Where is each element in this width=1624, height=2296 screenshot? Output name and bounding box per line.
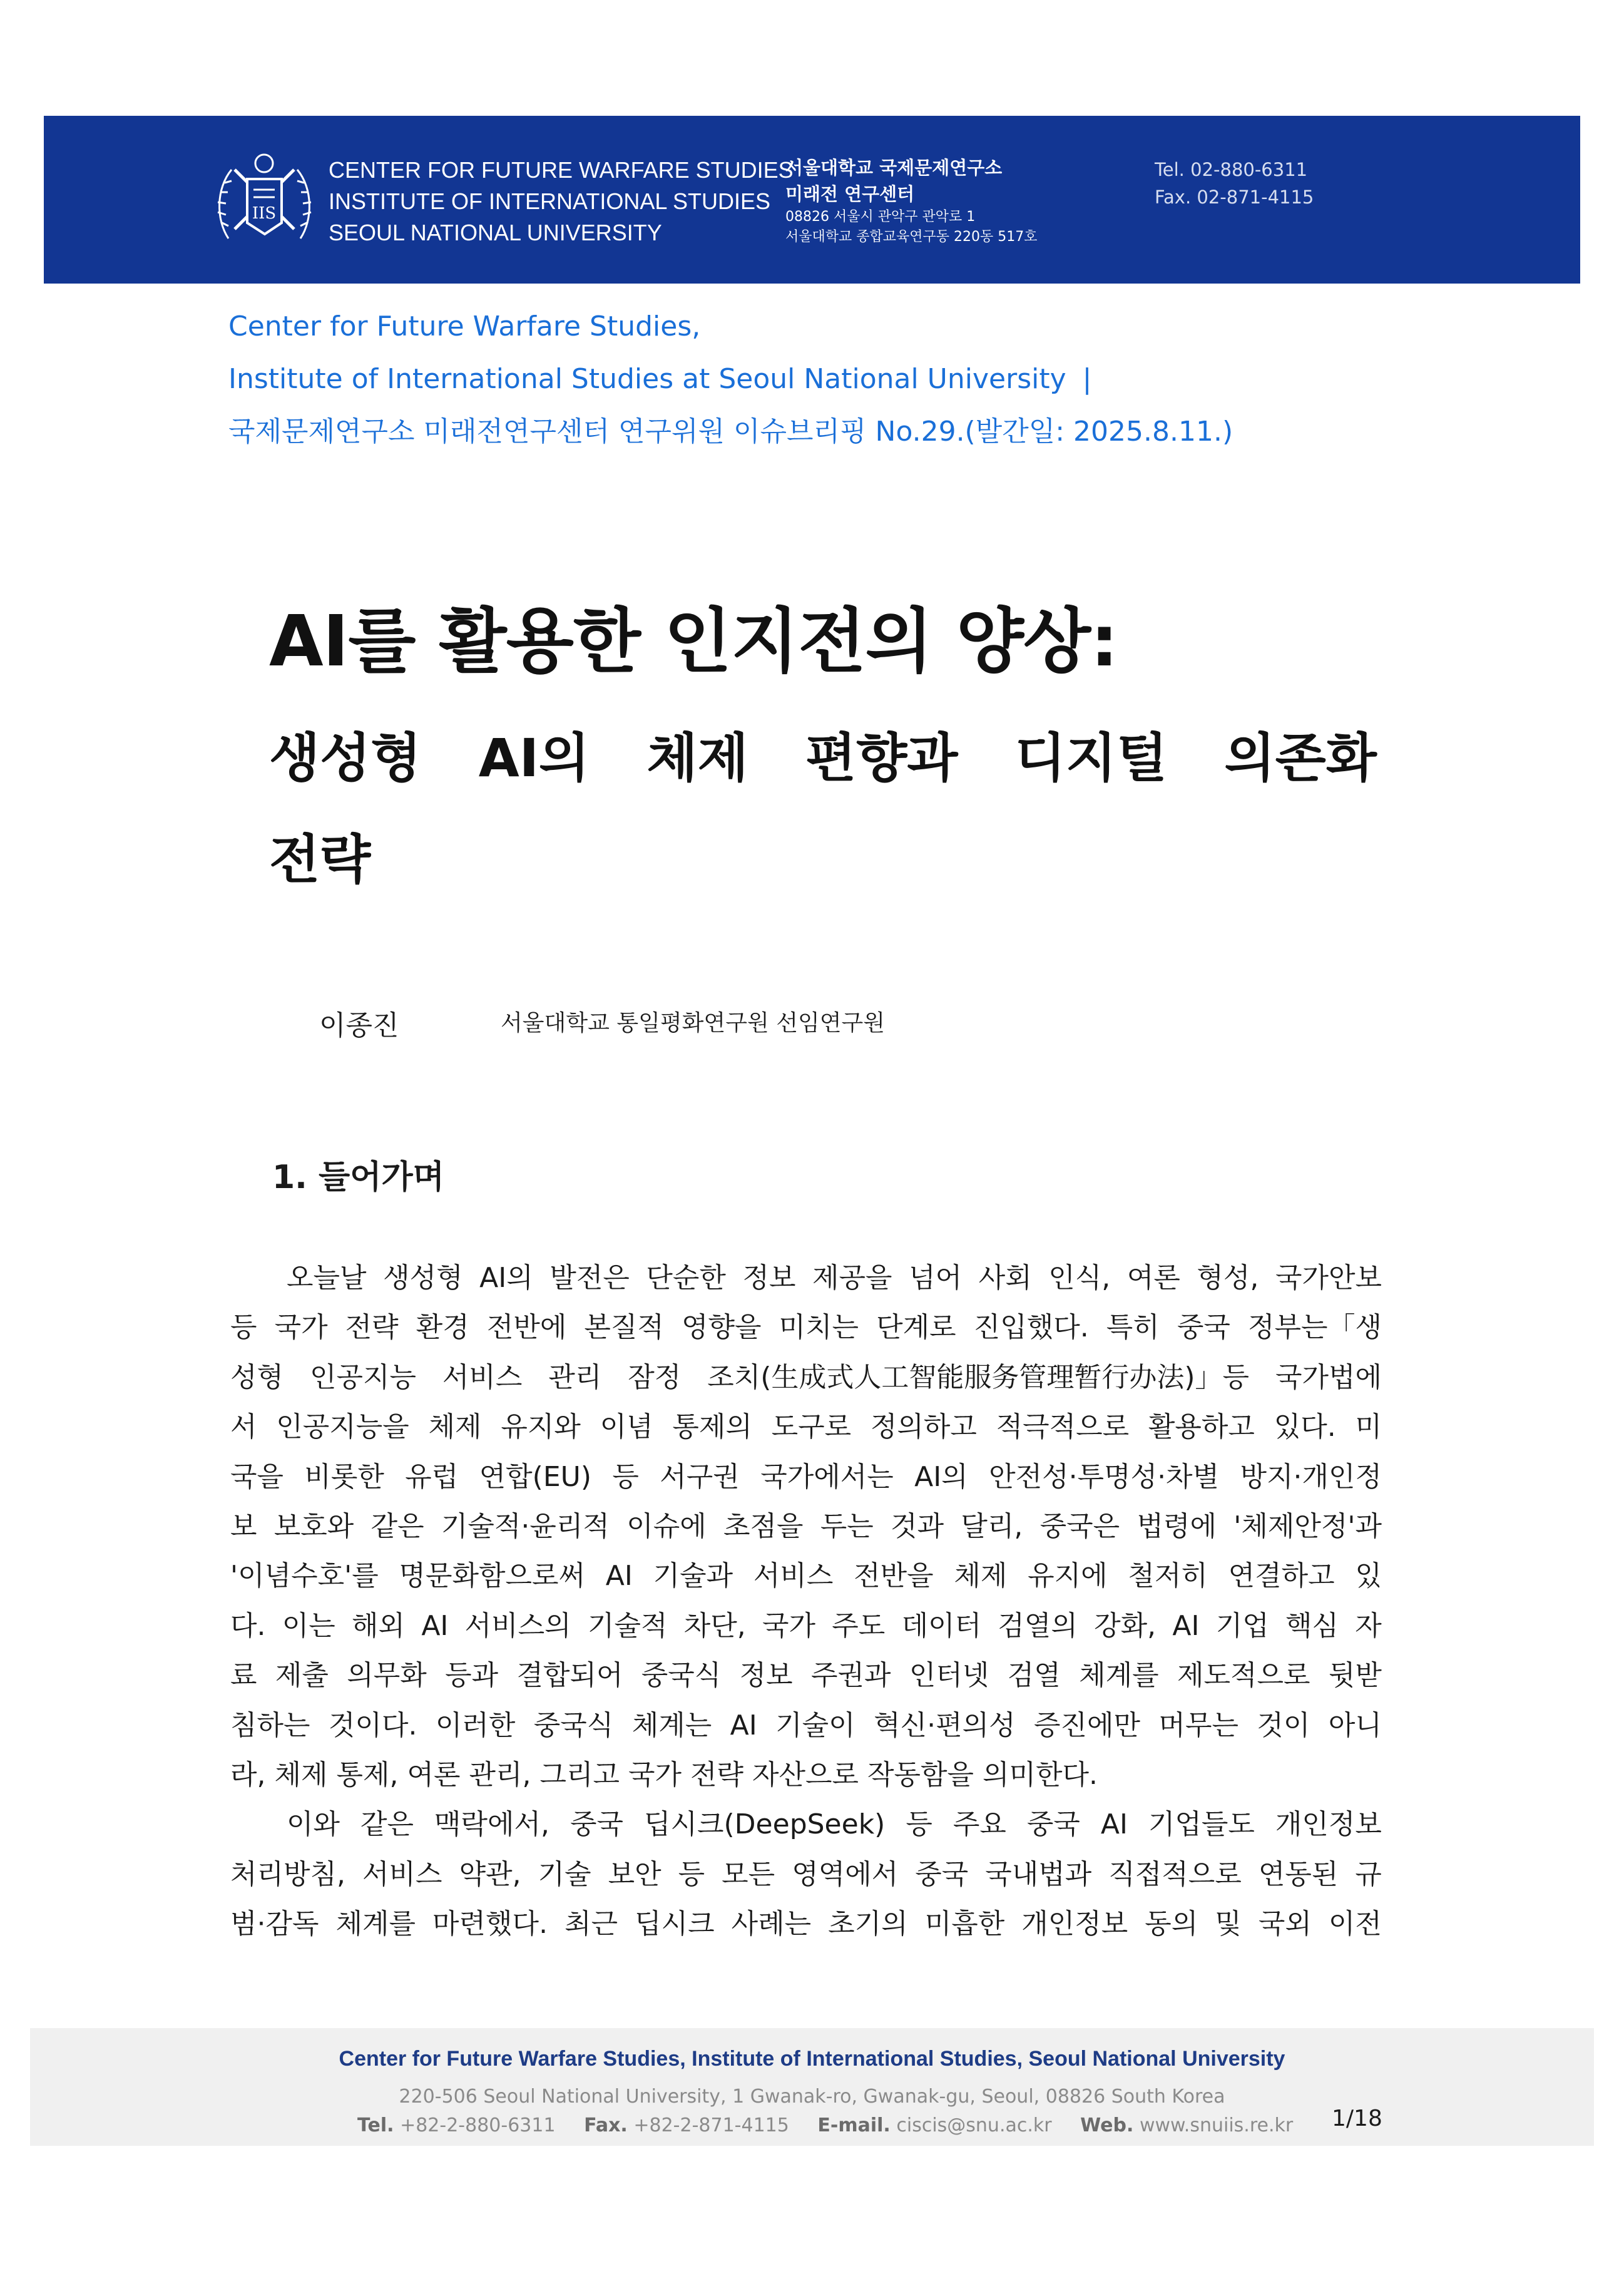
body-word: 강화, bbox=[1094, 1609, 1157, 1642]
body-word: 뒷받 bbox=[1328, 1659, 1382, 1692]
body-line bbox=[230, 1402, 1382, 1452]
header-fax: Fax. 02-871-4115 bbox=[1155, 187, 1314, 208]
footer-web-link[interactable]: www.snuiis.re.kr bbox=[1139, 2114, 1294, 2136]
body-word: 동의 bbox=[1145, 1908, 1198, 1940]
subtitle-line1 bbox=[269, 707, 1377, 809]
body-word: 국외 bbox=[1258, 1908, 1312, 1940]
body-word: '체제안정'과 bbox=[1233, 1510, 1382, 1542]
body-word: AI bbox=[1172, 1609, 1200, 1642]
body-word: 서비스 bbox=[442, 1361, 523, 1393]
body-word: 전략 bbox=[345, 1311, 399, 1344]
body-word: 이는 bbox=[282, 1609, 335, 1642]
body-word: 생성형 bbox=[383, 1262, 463, 1294]
body-word: 이슈에 bbox=[626, 1510, 707, 1542]
body-word: 통제의 bbox=[672, 1411, 752, 1443]
footer-web-label: Web. bbox=[1080, 2114, 1134, 2136]
body-word: 전반에 bbox=[486, 1311, 567, 1344]
body-word: 도구로 bbox=[771, 1411, 852, 1443]
body-word: 여론 bbox=[1126, 1262, 1180, 1294]
body-word: 미 bbox=[1355, 1411, 1382, 1443]
body-word: 등 bbox=[678, 1858, 705, 1890]
body-word: 보 bbox=[230, 1510, 257, 1542]
body-word: 발전은 bbox=[549, 1262, 630, 1294]
body-word: 침하는 bbox=[230, 1709, 310, 1741]
body-line bbox=[230, 1701, 1382, 1750]
header-org-kr-line1: 서울대학교 국제문제연구소 bbox=[785, 157, 1003, 178]
body-word: 작동함을 bbox=[867, 1758, 983, 1791]
page-title: AI를 활용한 인지전의 양상: bbox=[269, 601, 1118, 682]
body-word: 제출 bbox=[275, 1659, 329, 1692]
body-word: 제공을 bbox=[812, 1262, 892, 1294]
body-word: 것이다. bbox=[328, 1709, 417, 1741]
logo-text: IIS bbox=[252, 204, 277, 223]
body-line bbox=[230, 1551, 1382, 1601]
footer-contact bbox=[357, 2114, 1293, 2136]
body-word: 서비스의 bbox=[464, 1609, 571, 1642]
subtitle-word: 체제 bbox=[646, 727, 748, 789]
body-line bbox=[230, 1601, 1382, 1651]
body-word: 국가법에 bbox=[1275, 1361, 1382, 1393]
body-word: 기업 bbox=[1215, 1609, 1269, 1642]
body-word: 주도 bbox=[832, 1609, 886, 1642]
body-word: 주요 bbox=[952, 1808, 1006, 1841]
body-line bbox=[230, 1800, 1382, 1849]
body-word: AI bbox=[605, 1560, 633, 1592]
body-word: 다. bbox=[230, 1609, 266, 1642]
body-word: 기업들도 bbox=[1148, 1808, 1255, 1841]
body-word: 등과 bbox=[445, 1659, 499, 1692]
subtitle-word: AI의 bbox=[478, 727, 590, 789]
footer-email-label: E-mail. bbox=[817, 2114, 891, 2136]
body-word: 국가 bbox=[274, 1311, 328, 1344]
body-word: 딥시크(DeepSeek) bbox=[644, 1808, 886, 1841]
body-word: 통제, bbox=[336, 1758, 407, 1791]
body-word: 범·감독 bbox=[230, 1908, 319, 1940]
body-line bbox=[230, 1303, 1382, 1352]
body-word: 전반을 bbox=[854, 1560, 934, 1592]
iis-emblem-icon bbox=[210, 145, 319, 254]
briefing-lead bbox=[228, 300, 1233, 458]
header-address-line1: 08826 서울시 관악구 관악로 1 bbox=[785, 209, 976, 225]
body-word: 체제 bbox=[428, 1411, 482, 1443]
body-word: 국가 bbox=[628, 1758, 690, 1791]
body-word: 정보 bbox=[739, 1659, 793, 1692]
header-contact bbox=[1155, 156, 1314, 211]
body-word: 조치(生成式人工智能服务管理暂行办法)」등 bbox=[707, 1361, 1250, 1393]
subtitle-word: 편향과 bbox=[805, 727, 958, 789]
body-text bbox=[230, 1253, 1382, 1949]
body-word: 것과 bbox=[891, 1510, 944, 1542]
body-word: 아니 bbox=[1328, 1709, 1382, 1741]
body-word: 체계를 bbox=[335, 1908, 416, 1940]
body-word: 자 bbox=[1355, 1609, 1382, 1642]
section-heading: 1. 들어가며 bbox=[272, 1159, 444, 1196]
body-word: 철저히 bbox=[1128, 1560, 1208, 1592]
body-word: 초기의 bbox=[828, 1908, 908, 1940]
body-word: 서 bbox=[230, 1411, 257, 1443]
body-word: 증진에만 bbox=[1034, 1709, 1141, 1741]
body-word: 인공지능 bbox=[309, 1361, 416, 1393]
body-word: 초점을 bbox=[723, 1510, 804, 1542]
page-number: 1/18 bbox=[1332, 2106, 1382, 2131]
body-word: 연합(EU) bbox=[479, 1460, 592, 1493]
body-word: 중국 bbox=[1177, 1311, 1230, 1344]
body-word: 있 bbox=[1355, 1560, 1382, 1592]
body-word: 결합되어 bbox=[516, 1659, 623, 1692]
body-line bbox=[230, 1750, 1382, 1800]
body-word: 개인정보 bbox=[1021, 1908, 1128, 1940]
header-banner bbox=[44, 116, 1580, 284]
body-word: 안전성·투명성·차별 bbox=[989, 1460, 1220, 1493]
body-word: 두는 bbox=[820, 1510, 874, 1542]
body-word: 달리, bbox=[961, 1510, 1023, 1542]
body-word: 영역에서 bbox=[792, 1858, 899, 1890]
body-word: 기술적 bbox=[587, 1609, 668, 1642]
body-word: 연동된 bbox=[1258, 1858, 1339, 1890]
body-word: 등 bbox=[906, 1808, 932, 1841]
page-footer bbox=[30, 2028, 1594, 2146]
body-word: 체제 bbox=[274, 1758, 337, 1791]
body-word: 같은 bbox=[370, 1510, 424, 1542]
body-word: 최근 bbox=[564, 1908, 618, 1940]
body-word: 약관, bbox=[459, 1858, 521, 1890]
body-word: 이러한 bbox=[435, 1709, 516, 1741]
lead-line2-wrap bbox=[228, 353, 1233, 406]
body-word: 연결하고 bbox=[1228, 1560, 1335, 1592]
body-word: 중국 bbox=[915, 1858, 969, 1890]
body-word: AI의 bbox=[479, 1262, 533, 1294]
body-word: 비롯한 bbox=[304, 1460, 384, 1493]
body-word: 딥시크 bbox=[635, 1908, 715, 1940]
body-word: 오늘날 bbox=[287, 1262, 367, 1294]
header-org-kr-line2: 미래전 연구센터 bbox=[785, 183, 915, 205]
body-word: 중국 bbox=[1026, 1808, 1080, 1841]
body-word: 의무화 bbox=[347, 1659, 427, 1692]
body-word: 보안 bbox=[608, 1858, 661, 1890]
body-word: 정보 bbox=[742, 1262, 796, 1294]
body-word: '이념수호'를 bbox=[230, 1560, 379, 1592]
body-word: 중국은 bbox=[1039, 1510, 1120, 1542]
body-word: 규 bbox=[1355, 1858, 1382, 1890]
lead-line3: 국제문제연구소 미래전연구센터 연구위원 이슈브리핑 No.29.(발간일: 2025.8.11.) bbox=[228, 416, 1233, 448]
body-word: 본질적 bbox=[584, 1311, 664, 1344]
body-word: 미치는 bbox=[779, 1311, 859, 1344]
footer-org: Center for Future Warfare Studies, Institute of International Studies, Seoul National University bbox=[339, 2047, 1285, 2071]
body-word: 전략 bbox=[690, 1758, 752, 1791]
body-word: 영향을 bbox=[681, 1311, 762, 1344]
footer-fax: +82-2-871-4115 bbox=[633, 2114, 789, 2136]
body-word: 라, bbox=[230, 1758, 275, 1791]
body-word: 기술적·윤리적 bbox=[441, 1510, 610, 1542]
body-word: 중국식 bbox=[641, 1659, 722, 1692]
body-word: 검열 bbox=[1007, 1659, 1061, 1692]
body-word: 료 bbox=[230, 1659, 257, 1692]
footer-tel: +82-2-880-6311 bbox=[400, 2114, 556, 2136]
body-line bbox=[230, 1651, 1382, 1700]
body-word: 성형 bbox=[230, 1361, 284, 1393]
lead-line1: Center for Future Warfare Studies, bbox=[228, 310, 701, 342]
body-word: 같은 bbox=[360, 1808, 414, 1841]
body-word: 국을 bbox=[230, 1460, 284, 1493]
header-address-line2: 서울대학교 종합교육연구동 220동 517호 bbox=[785, 229, 1038, 245]
body-word: 특히 bbox=[1106, 1311, 1160, 1344]
body-word: 등 bbox=[230, 1311, 257, 1344]
lead-separator: | bbox=[1082, 363, 1092, 395]
body-word: 이전 bbox=[1328, 1908, 1382, 1940]
header-org-kr bbox=[785, 155, 1038, 247]
body-word: 보호와 bbox=[273, 1510, 354, 1542]
header-org-en-line1: CENTER FOR FUTURE WARFARE STUDIES bbox=[329, 157, 794, 183]
body-word: 정부는「생 bbox=[1247, 1311, 1382, 1344]
body-word: 기술 bbox=[538, 1858, 591, 1890]
body-word: 단순한 bbox=[646, 1262, 726, 1294]
body-word: 데이터 bbox=[901, 1609, 982, 1642]
body-word: 적극적으로 bbox=[996, 1411, 1130, 1443]
body-word: AI bbox=[421, 1609, 449, 1642]
body-word: 기술이 bbox=[775, 1709, 855, 1741]
lead-line2: Institute of International Studies at Seoul National University bbox=[228, 363, 1066, 395]
body-word: 사회 bbox=[978, 1262, 1032, 1294]
footer-tel-label: Tel. bbox=[357, 2114, 394, 2136]
body-word: 맥락에서, bbox=[434, 1808, 550, 1841]
body-word: 체계는 bbox=[631, 1709, 712, 1741]
subtitle-word: 디지털 bbox=[1014, 727, 1168, 789]
footer-address: 220-506 Seoul National University, 1 Gwanak-ro, Gwanak-gu, Seoul, 08826 South Korea bbox=[399, 2086, 1225, 2108]
body-word: 개인정보 bbox=[1275, 1808, 1382, 1841]
subtitle-line2: 전략 bbox=[269, 829, 371, 890]
body-word: 것이 bbox=[1257, 1709, 1310, 1741]
body-word: 방지·개인정 bbox=[1240, 1460, 1382, 1493]
body-word: 있다. bbox=[1274, 1411, 1336, 1443]
body-word: 국가안보 bbox=[1275, 1262, 1382, 1294]
body-word: 차단, bbox=[683, 1609, 746, 1642]
body-word: 처리방침, bbox=[230, 1858, 346, 1890]
body-word: 국가에서는 bbox=[760, 1460, 894, 1493]
body-word: 사례는 bbox=[731, 1908, 812, 1940]
body-word: AI bbox=[1100, 1808, 1128, 1841]
body-word: 이념 bbox=[600, 1411, 653, 1443]
body-word: 마련했다. bbox=[432, 1908, 548, 1940]
body-line bbox=[230, 1850, 1382, 1899]
body-word: 혁신·편의성 bbox=[874, 1709, 1016, 1741]
body-word: 환경 bbox=[416, 1311, 469, 1344]
body-word: 의미한다. bbox=[982, 1758, 1098, 1791]
body-word: 그리고 bbox=[539, 1758, 628, 1791]
body-word: 유럽 bbox=[405, 1460, 459, 1493]
footer-fax-label: Fax. bbox=[584, 2114, 628, 2136]
body-word: 여론 bbox=[407, 1758, 469, 1791]
body-line bbox=[230, 1353, 1382, 1402]
body-word: 유지에 bbox=[1028, 1560, 1108, 1592]
body-word: 정의하고 bbox=[870, 1411, 977, 1443]
body-word: 제도적으로 bbox=[1177, 1659, 1310, 1692]
body-word: 체계를 bbox=[1079, 1659, 1159, 1692]
body-word: 이와 bbox=[287, 1808, 340, 1841]
subtitle-word: 의존화 bbox=[1224, 727, 1377, 789]
subtitle-word: 생성형 bbox=[269, 727, 422, 789]
author-affiliation: 서울대학교 통일평화연구원 선임연구원 bbox=[501, 1010, 886, 1036]
body-word: 체제 bbox=[954, 1560, 1008, 1592]
body-word: AI bbox=[730, 1709, 757, 1741]
body-word: 중국식 bbox=[533, 1709, 614, 1741]
body-word: 법령에 bbox=[1136, 1510, 1217, 1542]
body-word: 직접적으로 bbox=[1108, 1858, 1242, 1890]
body-word: 주권과 bbox=[811, 1659, 891, 1692]
body-word: 관리 bbox=[548, 1361, 602, 1393]
body-word: 자산으로 bbox=[752, 1758, 867, 1791]
body-line bbox=[230, 1502, 1382, 1551]
body-word: 넘어 bbox=[909, 1262, 963, 1294]
header-org-en bbox=[329, 155, 794, 249]
body-word: 서구권 bbox=[660, 1460, 740, 1493]
body-word: 인공지능을 bbox=[276, 1411, 409, 1443]
body-word: 미흡한 bbox=[924, 1908, 1005, 1940]
body-word: AI의 bbox=[914, 1460, 968, 1493]
body-word: 관리, bbox=[469, 1758, 540, 1791]
body-word: 유지와 bbox=[501, 1411, 581, 1443]
body-word: 모든 bbox=[722, 1858, 775, 1890]
body-word: 등 bbox=[612, 1460, 639, 1493]
body-word: 형성, bbox=[1197, 1262, 1259, 1294]
header-org-en-line3: SEOUL NATIONAL UNIVERSITY bbox=[329, 220, 662, 245]
body-word: 인터넷 bbox=[909, 1659, 989, 1692]
author-name: 이종진 bbox=[319, 1010, 399, 1042]
header-tel: Tel. 02-880-6311 bbox=[1155, 159, 1308, 180]
body-line bbox=[230, 1899, 1382, 1949]
body-word: 단계로 bbox=[876, 1311, 956, 1344]
body-word: 국가 bbox=[762, 1609, 816, 1642]
body-line bbox=[230, 1253, 1382, 1303]
body-word: 인식, bbox=[1048, 1262, 1111, 1294]
page-subtitle bbox=[269, 707, 1377, 910]
body-word: 잠정 bbox=[628, 1361, 682, 1393]
body-word: 기술과 bbox=[653, 1560, 733, 1592]
footer-email-link[interactable]: ciscis@snu.ac.kr bbox=[896, 2114, 1052, 2136]
body-word: 서비스 bbox=[362, 1858, 442, 1890]
body-word: 해외 bbox=[352, 1609, 406, 1642]
body-word: 핵심 bbox=[1285, 1609, 1339, 1642]
body-word: 중국 bbox=[570, 1808, 624, 1841]
body-word: 및 bbox=[1215, 1908, 1242, 1940]
header-org-en-line2: INSTITUTE OF INTERNATIONAL STUDIES bbox=[329, 188, 771, 214]
body-word: 국내법과 bbox=[985, 1858, 1092, 1890]
body-word: 서비스 bbox=[753, 1560, 834, 1592]
body-line bbox=[230, 1452, 1382, 1502]
body-word: 머무는 bbox=[1158, 1709, 1238, 1741]
body-word: 명문화함으로써 bbox=[399, 1560, 585, 1592]
body-word: 진입했다. bbox=[973, 1311, 1089, 1344]
body-word: 검열의 bbox=[998, 1609, 1078, 1642]
body-word: 활용하고 bbox=[1148, 1411, 1255, 1443]
